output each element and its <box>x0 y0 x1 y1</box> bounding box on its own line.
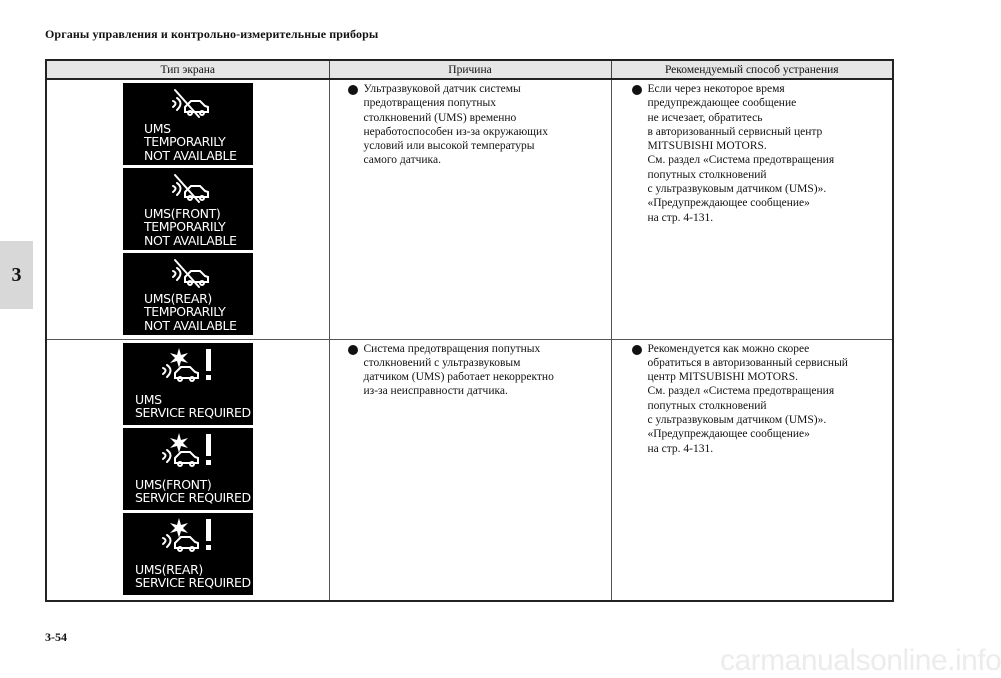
screen-type-cell <box>46 79 329 339</box>
page-header-title: Органы управления и контрольно-измерительные приборы <box>45 27 379 41</box>
bullet-icon <box>348 85 358 95</box>
chapter-tab: 3 <box>0 241 33 309</box>
bullet-icon <box>632 345 642 355</box>
cause-cell <box>329 79 611 339</box>
display-panel <box>123 513 253 595</box>
list-item <box>612 80 893 225</box>
column-header-cause: Причина <box>329 60 611 79</box>
panel-text: UMS(FRONT) SERVICE REQUIRED <box>135 476 251 506</box>
panel-text: UMS(FRONT) TEMPORARILY NOT AVAILABLE <box>144 206 237 248</box>
sensor-off-icon <box>169 257 213 293</box>
cause-text: Ультразвуковой датчик системы предотвращения попутных столкновений (UMS) временно неработоспособен из-за окружающих условий или высокой температуры самого датчика. <box>363 83 548 167</box>
panel-text: UMS SERVICE REQUIRED <box>135 391 251 421</box>
display-panel <box>123 343 253 425</box>
screen-type-cell <box>46 339 329 601</box>
list-item <box>330 80 611 168</box>
list-item <box>330 340 611 399</box>
remedy-cell <box>611 79 893 339</box>
sensor-fault-icon <box>159 346 219 386</box>
panel-text: UMS(REAR) TEMPORARILY NOT AVAILABLE <box>144 291 237 333</box>
sensor-fault-icon <box>159 516 219 556</box>
sensor-fault-icon <box>159 431 219 471</box>
remedy-text: Если через некоторое время предупреждающее сообщение не исчезает, обратитесь в авторизованный сервисный центр MITSUBISHI MOTORS. См. раздел «Система предотвращения попутных столкновений с ультразвуковым датчиком (UMS)». «Предупреждающее сообщение» на стр. 4-131. <box>647 83 835 224</box>
remedy-text: Рекомендуется как можно скорее обратиться в авторизованный сервисный центр MITSUBISHI MOTORS. См. раздел «Система предотвращения попутных столкновений с ультразвуковым датчиком (UMS)». «Предупреждающее сообщение» на стр. 4-131. <box>647 342 848 455</box>
table-row <box>46 339 893 601</box>
page-number: 3-54 <box>45 630 67 644</box>
panel-text: UMS(REAR) SERVICE REQUIRED <box>135 561 251 591</box>
sensor-off-icon <box>169 87 213 123</box>
table-header-row <box>46 60 893 79</box>
display-panel <box>123 83 253 165</box>
sensor-off-icon <box>169 172 213 208</box>
display-panel <box>123 253 253 335</box>
list-item <box>612 340 893 456</box>
table-row <box>46 79 893 339</box>
panel-text: UMS TEMPORARILY NOT AVAILABLE <box>144 121 237 163</box>
warning-table <box>45 59 894 602</box>
display-panel <box>123 168 253 250</box>
cause-cell <box>329 339 611 601</box>
remedy-cell <box>611 339 893 601</box>
display-panel <box>123 428 253 510</box>
cause-text: Система предотвращения попутных столкновений с ультразвуковым датчиком (UMS) работает некорректно из-за неисправности датчика. <box>363 342 554 398</box>
column-header-screen-type: Тип экрана <box>46 60 329 79</box>
watermark: carmanualsonline.info <box>720 644 1001 677</box>
bullet-icon <box>348 345 358 355</box>
bullet-icon <box>632 85 642 95</box>
column-header-remedy: Рекомендуемый способ устранения <box>611 60 893 79</box>
